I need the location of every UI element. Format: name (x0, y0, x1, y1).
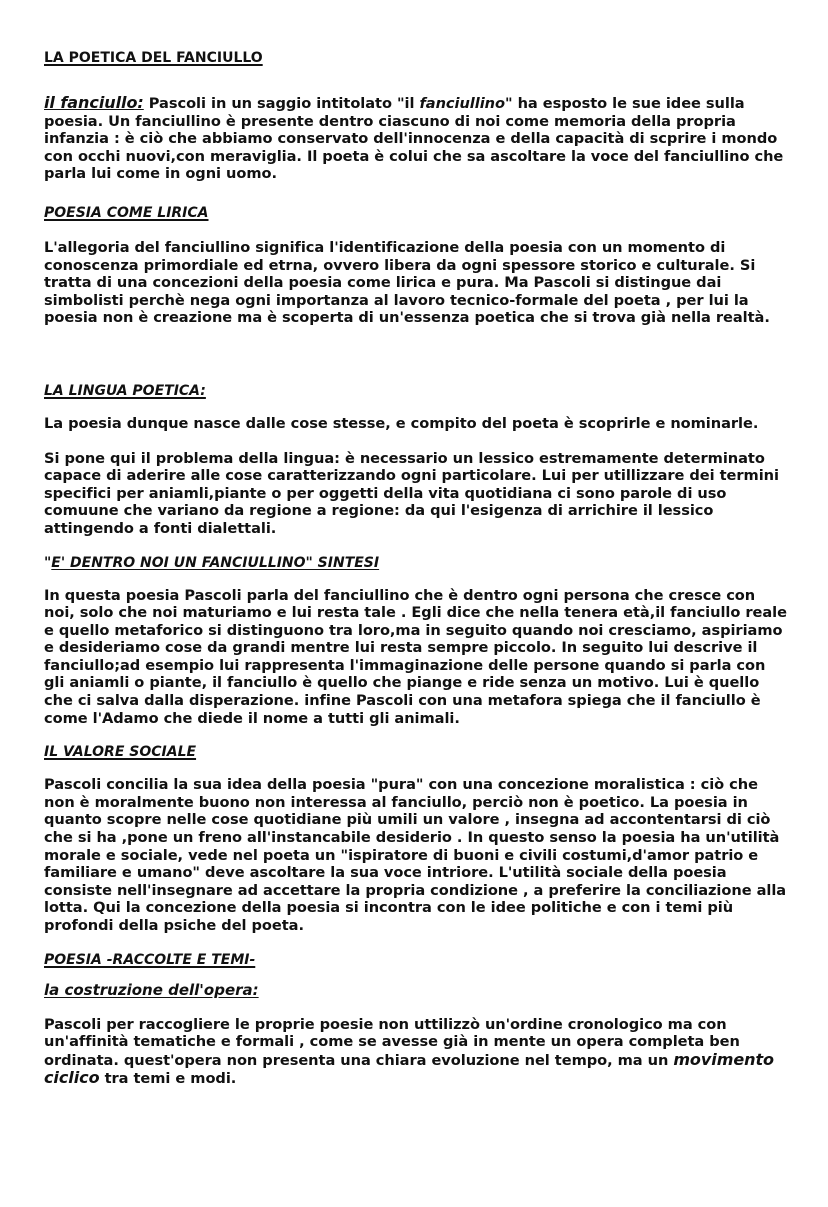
raccolte-text-b: tra temi e modi. (99, 1070, 237, 1088)
lingua-paragraph-1: La poesia dunque nasce dalle cose stesse, e compito del poeta è scoprirle e nominarle. (44, 414, 759, 432)
sintesi-heading-text: E' DENTRO NOI UN FANCIULLINO" SINTESI (51, 554, 380, 571)
lingua-paragraph-2: Si pone qui il problema della lingua: è necessario un lessico estremamente determinato capace di aderire alle cose caratterizzando ogni particolare. Lui per utillizzare dei termini specifici per aniamli,piante o per oggetti della vita quotidiana ci sono parole di uso comuune che variano da regione a regione: da qui l'esigenza di arrichire il lessico attingendo a fonti dialettali. (44, 449, 779, 537)
raccolte-subheading: la costruzione dell'opera: (44, 980, 259, 999)
sintesi-heading (44, 553, 788, 573)
intro-text-b: " ha esposto le sue idee sulla poesia. Un fanciullino è presente dentro ciascuno di noi come memoria della propria infanzia : è ciò che abbiamo conservato dell'innocenza e della capacità di scprire i mondo con occhi nuovi,con meraviglia. Il poeta è colui che sa ascoltare la voce del fanciullino che parla lui come in ogni uomo. (44, 95, 784, 183)
intro-paragraph (44, 94, 788, 183)
intro-text-a: Pascoli in un saggio intitolato "il (143, 95, 420, 112)
sociale-paragraph: Pascoli concilia la sua idea della poesia "pura" con una concezione moralistica : ciò che non è moralmente buono non interessa al fanciullo, perciò non è poetico. La poesia in quanto scopre nelle cose quotidiane più umili un valore , insegna ad accontentarsi di ciò che si ha ,pone un freno all'instancabile desiderio . In questo senso la poesia ha un'utilità morale e sociale, vede nel poeta un "ispiratore di buoni e civili costumi,d'amor patrio e familiare e umano" deve ascoltare la sua voce intriore. L'utilità sociale della poesia consiste nell'insegnare ad accettare la propria condizione , a preferire la conciliazione alla lotta. Qui la concezione della poesia si incontra con le idee politiche e con i temi più profondi della psiche del poeta. (44, 776, 787, 934)
sintesi-paragraph: In questa poesia Pascoli parla del fanciullino che è dentro ogni persona che cresce con noi, solo che noi maturiamo e lui resta tale . Egli dice che nella tenera età,il fanciullo reale e quello metaforico si distinguono tra loro,ma in seguito quando noi cresciamo, aspiriamo e desideriamo cose da grandi mentre lui resta sempre piccolo. In seguito lui descrive il fanciullo;ad esempio lui rappresenta l'immaginazione delle persone quando si parla con gli aniamli o piante, il fanciullo è quello che piange e ride senza un motivo. Lui è quello che ci salva dalla disperazione. infine Pascoli con una metafora spiega che il fanciullo è come l'Adamo che diede il nome a tutti gli animali. (44, 586, 787, 727)
raccolte-heading: POESIA -RACCOLTE E TEMI- (44, 951, 256, 968)
raccolte-text-em: movimento ciclico (44, 1049, 774, 1088)
sintesi-heading-quote: " (44, 554, 52, 571)
intro-text-em: fanciullino (419, 95, 505, 112)
lingua-heading: LA LINGUA POETICA: (44, 382, 206, 399)
raccolte-paragraph (44, 1016, 788, 1088)
raccolte-text-a: Pascoli per raccogliere le proprie poesie non uttilizzò un'ordine cronologico ma con un'affinità tematiche e formali , come se avesse già in mente un opera completa ben ordinata. quest'opera non presenta una chiara evoluzione nel tempo, ma un (44, 1015, 740, 1069)
lirica-heading: POESIA COME LIRICA (44, 204, 209, 221)
sociale-heading: IL VALORE SOCIALE (44, 744, 197, 761)
intro-term: il fanciullo: (44, 93, 144, 112)
page-title: LA POETICA DEL FANCIULLO (44, 50, 263, 66)
lirica-paragraph: L'allegoria del fanciullino significa l'identificazione della poesia con un momento di conoscenza primordiale ed etrna, ovvero libera da ogni spessore storico e culturale. Si tratta di una concezioni della poesia come lirica e pura. Ma Pascoli si distingue dai simbolisti perchè nega ogni importanza al lavoro tecnico-formale del poeta , per lui la poesia non è creazione ma è scoperta di un'essenza poetica che si trova già nella realtà. (44, 238, 770, 327)
